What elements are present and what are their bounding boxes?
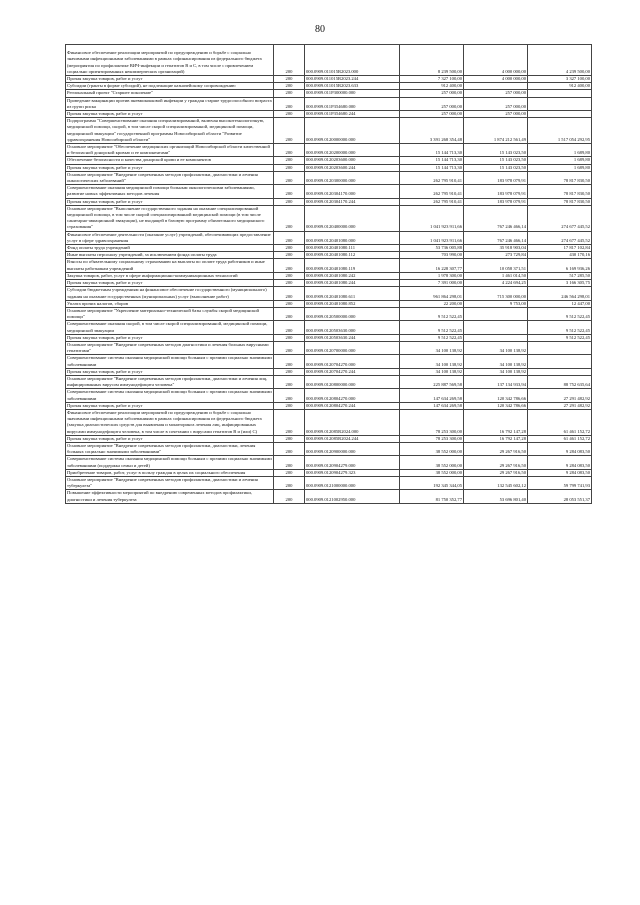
row-value-2-cell: 183 978 079,91 [464,171,528,184]
row-name-cell: Прочая закупка товаров, работ и услуг [66,402,274,409]
table-row [66,476,592,489]
row-value-2-cell: 29 267 916,50 [464,469,528,476]
row-value-3-cell: 78 817 830,50 [528,171,592,184]
row-code-cell: 200 [274,355,305,368]
row-name-cell: Прочая закупка товаров, работ и услуг [66,334,274,341]
row-value-2-cell: 29 267 916,50 [464,442,528,455]
row-name-cell: Основное мероприятие "Внедрение современных методов профилактики, диагностики и лечения лиц, инфицированных вирусом иммунодефицита человека" [66,375,274,388]
row-value-2-cell: 767 246 466,14 [464,205,528,231]
row-value-2-cell [464,334,528,341]
row-value-2-cell: 767 246 466,14 [464,231,528,244]
row-code-cell: 200 [274,442,305,455]
row-kbk-cell: 000.0909.012085R2024.000 [305,409,400,435]
table-row [66,118,592,144]
row-name-cell: Приобретение товаров, работ, услуг в пользу граждан в целях их социального обеспечения [66,469,274,476]
row-value-2-cell: 29 267 916,50 [464,456,528,469]
row-value-2-cell: 34 100 138,92 [464,368,528,375]
row-name-cell: Прочая закупка товаров, работ и услуг [66,164,274,171]
row-kbk-cell: 000.0909.011P354680.000 [305,97,400,110]
row-name-cell: Финансовое обеспечение деятельности (оказание услуг) учреждений, обеспечивающих предоставление услуг в сфере здравоохранения [66,231,274,244]
row-kbk-cell: 000.0909.012085R2024.244 [305,435,400,442]
row-kbk-cell: 000.0909.0120401080.242 [305,272,400,279]
row-value-2-cell: 273 729,84 [464,252,528,259]
row-value-2-cell [464,307,528,320]
row-value-3-cell [528,90,592,97]
row-code-cell: 200 [274,469,305,476]
row-name-cell: Основное мероприятие "Внедрение современных методов профилактики, диагностики, лечения больных социально значимыми заболеваниями" [66,442,274,455]
row-value-2-cell: 16 792 147,28 [464,409,528,435]
row-name-cell: Совершенствование оказания скорой, в том числе скорой специализированной, медицинской помощи, медицинской эвакуации [66,321,274,334]
row-kbk-cell: 000.0909.0120400000.000 [305,205,400,231]
row-kbk-cell: 000.0909.0120704270.000 [305,355,400,368]
row-value-1-cell: 192 345 344,05 [400,476,464,489]
row-value-2-cell: 183 978 079,91 [464,198,528,205]
row-kbk-cell: 000.0909.0120401080.611 [305,287,400,300]
row-kbk-cell: 000.0909.0120503630.000 [305,321,400,334]
row-value-2-cell: 257 000,00 [464,90,528,97]
row-name-cell: Повышение эффективности мероприятий по внедрению современных методов профилактики, диагностики и лечения туберкулеза [66,490,274,503]
row-value-1-cell: 147 634 269,58 [400,389,464,402]
row-code-cell: 200 [274,185,305,198]
row-value-2-cell: 257 000,00 [464,111,528,118]
row-value-2-cell: 9 753,00 [464,300,528,307]
row-kbk-cell: 000.0909.0120203600.000 [305,157,400,164]
row-kbk-cell: 000.0909.0120304170.000 [305,185,400,198]
row-value-2-cell [464,321,528,334]
row-value-2-cell: 34 100 138,92 [464,355,528,368]
row-kbk-cell: 000.0909.0120300000.000 [305,171,400,184]
row-kbk-cell: 000.0909.0120000000.000 [305,118,400,144]
row-value-2-cell: 15 143 023,50 [464,157,528,164]
table-row [66,245,592,252]
row-value-3-cell: 27 291 482,92 [528,402,592,409]
row-value-1-cell: 961 864 298,01 [400,287,464,300]
row-value-2-cell: 53 696 801,40 [464,490,528,503]
row-name-cell: Подпрограмма "Совершенствование оказания специализированной, включая высокотехнологичную, медицинской помощи, скорой, в том числе скорой специализированной, медицинской помощи, медицинской эвакуации" государственной программы Новосибирской области "Развитие здравоохранения Новосибирской области" [66,118,274,144]
row-code-cell: 200 [274,402,305,409]
row-value-3-cell: 78 817 830,50 [528,198,592,205]
row-kbk-cell: 000.0909.0120800000.000 [305,375,400,388]
row-name-cell: Финансовое обеспечение реализации мероприятий по предупреждению и борьбе с социально значимыми инфекционными заболеваниями в рамках софинансирования из федерального бюджета (закупка диагностических средств для выявления и мониторинга лечения лиц, инфицированных вирусами иммунодефицита человека, в том числе в сочетании с вирусами гепатитов В и (или) С) [66,409,274,435]
row-kbk-cell: 000.0909.011P354680.244 [305,111,400,118]
table-row [66,198,592,205]
table-row [66,259,592,272]
row-value-1-cell: 16 228 307,77 [400,259,464,272]
row-kbk-cell: 000.0909.0120304170.244 [305,198,400,205]
table-row [66,287,592,300]
table-row [66,435,592,442]
table-row [66,157,592,164]
table-row [66,321,592,334]
row-value-3-cell: 88 752 635,64 [528,375,592,388]
row-code-cell: 200 [274,272,305,279]
table-row [66,111,592,118]
row-value-2-cell: 15 143 023,50 [464,164,528,171]
table-row [66,171,592,184]
row-name-cell: Региональный проект "Старшее поколение" [66,90,274,97]
row-value-1-cell: 257 000,00 [400,97,464,110]
row-name-cell: Фонд оплаты труда учреждений [66,245,274,252]
row-name-cell: Субсидии бюджетным учреждениям на финансовое обеспечение государственного (муниципального) задания на оказание государственных (муниципальных) услуг (выполнение работ) [66,287,274,300]
row-kbk-cell: 000.0909.0120203600.244 [305,164,400,171]
budget-table-body [66,45,592,504]
row-value-3-cell: 12 447,00 [528,300,592,307]
row-name-cell: Прочая закупка товаров, работ и услуг [66,76,274,83]
table-row [66,90,592,97]
table-row [66,97,592,110]
row-value-1-cell: 912 400,00 [400,83,464,90]
row-name-cell: Проведение вакцинации против пневмококковой инфекции у граждан старше трудоспособного возраста из групп риска [67,97,272,109]
row-value-3-cell: 17 817 102,84 [528,245,592,252]
row-value-3-cell: 9 512 522,45 [528,334,592,341]
row-code-cell: 200 [274,375,305,388]
row-code-cell: 200 [274,435,305,442]
row-code-cell: 200 [274,334,305,341]
row-code-cell: 200 [274,307,305,320]
row-value-1-cell: 147 634 269,58 [400,402,464,409]
row-value-3-cell: 78 817 830,50 [528,185,592,198]
table-row [66,334,592,341]
page-number: 80 [315,24,325,35]
table-row [66,231,592,244]
row-name-cell: Совершенствование системы оказания медицинской помощи больным с прочими социально значимыми заболеваниями [67,389,272,401]
row-kbk-cell: 000.0909.0120503630.244 [305,334,400,341]
row-name-cell: Основное мероприятие "Укрепление материально-технической базы службы скорой медицинской помощи" [66,307,274,320]
row-value-1-cell: 78 253 300,00 [400,435,464,442]
row-kbk-cell: 000.0909.0120200000.000 [305,144,400,157]
row-code-cell: 200 [274,164,305,171]
row-name-cell: Прочая закупка товаров, работ и услуг [66,198,274,205]
row-value-3-cell: 1 689,80 [528,157,592,164]
row-value-3-cell [528,355,592,368]
row-value-1-cell: 703 990,00 [400,252,464,259]
row-value-2-cell: 4 224 694,25 [464,280,528,287]
row-name-cell: Обеспечение безопасности и качества донорской крови и ее компонентов [66,157,274,164]
table-row [66,83,592,90]
row-value-3-cell: 28 053 551,37 [528,490,592,503]
row-value-2-cell: 120 342 786,66 [464,402,528,409]
row-value-3-cell: 27 291 482,92 [528,389,592,402]
row-value-3-cell: 4 239 500,00 [528,45,592,76]
row-kbk-cell: 000.0909.0120401080.000 [305,231,400,244]
row-name-cell: Иные выплаты персоналу учреждений, за исключением фонда оплаты труда [66,252,274,259]
row-value-1-cell: 9 512 522,45 [400,334,464,341]
row-value-2-cell: 183 978 079,91 [464,185,528,198]
table-row [66,490,592,503]
row-name-cell: Совершенствование оказания медицинской помощи больным онкологическими заболеваниями, развитие новых эффективных методов лечения [66,185,274,198]
row-kbk-cell: 000.0909.0120401080.111 [305,245,400,252]
row-kbk-cell: 000.0909.0120904279.000 [305,456,400,469]
row-code-cell: 200 [274,157,305,164]
row-value-1-cell: 38 552 000,00 [400,469,464,476]
row-value-1-cell: 1 978 300,00 [400,272,464,279]
row-value-1-cell: 257 000,00 [400,111,464,118]
row-value-2-cell [464,83,528,90]
row-name-cell: Субсидии (гранты в форме субсидий), не подлежащие казначейскому сопровождению [66,83,274,90]
budget-table [65,44,592,504]
row-kbk-cell: 000.0909.0120804270.244 [305,402,400,409]
row-name-cell: Прочая закупка товаров, работ и услуг [66,368,274,375]
table-row [66,402,592,409]
row-value-1-cell: 262 795 910,41 [400,171,464,184]
table-row [66,272,592,279]
row-value-3-cell: 9 512 522,45 [528,321,592,334]
row-kbk-cell: 000.0909.0120401080.112 [305,252,400,259]
row-value-3-cell: 517 285,50 [528,272,592,279]
row-name-cell: Основное мероприятие "Обеспечение медицинских организаций Новосибирской области качественной и безопасной донорской кровью и ее компонентами" [66,144,274,157]
row-code-cell: 200 [274,368,305,375]
row-value-1-cell: 22 200,00 [400,300,464,307]
table-row [66,144,592,157]
row-name-cell: Основное мероприятие "Внедрение современных методов профилактики, диагностики и лечения онкологических заболеваний" [66,171,274,184]
row-kbk-cell: 000.0909.0120700000.000 [305,341,400,354]
row-value-2-cell: 715 300 000,00 [464,287,528,300]
row-code-cell: 200 [274,118,305,144]
row-code-cell: 200 [274,83,305,90]
row-kbk-cell: 000.0909.0120904279.323 [305,469,400,476]
row-value-1-cell: 38 552 000,00 [400,456,464,469]
row-value-2-cell: 10 058 371,51 [464,259,528,272]
row-value-2-cell: 1 874 212 561,49 [464,118,528,144]
row-kbk-cell: 000.0909.0120401080.119 [305,259,400,272]
row-value-2-cell: 34 100 138,92 [464,341,528,354]
row-name-cell: Основное мероприятие "Выполнение государственного задания на оказание специализированной медицинской помощи, в том числе скорой специализированной медицинской помощи (в том числе санитарно-авиационной эвакуации), не входящей в базовую программу обязательного медицинского страхования" [66,205,274,231]
row-kbk-cell: 000.0909.0121000000.000 [305,476,400,489]
row-value-1-cell: 3 391 268 354,48 [400,118,464,144]
row-value-1-cell: 1 041 923 911,66 [400,231,464,244]
table-row [66,300,592,307]
row-kbk-cell: 000.0909.0120900000.000 [305,442,400,455]
table-row [66,341,592,354]
row-code-cell: 200 [274,245,305,252]
row-value-3-cell: 246 564 298,01 [528,287,592,300]
row-code-cell: 200 [274,490,305,503]
row-name-cell: Уплата прочих налогов, сборов [66,300,274,307]
row-kbk-cell: 000.0909.0121002950.000 [305,490,400,503]
row-value-3-cell: 61 461 152,72 [528,409,592,435]
row-code-cell: 200 [274,287,305,300]
row-value-3-cell: 9 284 083,50 [528,456,592,469]
row-code-cell: 200 [274,198,305,205]
row-value-3-cell: 430 170,16 [528,252,592,259]
row-value-3-cell: 274 677 445,52 [528,231,592,244]
row-code-cell: 200 [274,389,305,402]
row-code-cell: 200 [274,90,305,97]
table-row [66,185,592,198]
row-kbk-cell: 000.0909.011015R2023.000 [305,45,400,76]
row-code-cell: 200 [274,409,305,435]
row-kbk-cell: 000.0909.0120804270.000 [305,389,400,402]
row-name-cell: Основное мероприятие "Внедрение современных методов диагностики и лечения больных вирусными гепатитами" [66,341,274,354]
row-value-1-cell: 262 795 910,41 [400,185,464,198]
row-kbk-cell: 000.0909.011015R2023.244 [305,76,400,83]
table-row [66,252,592,259]
row-kbk-cell: 000.0909.011015R2023.633 [305,83,400,90]
table-row [66,76,592,83]
row-value-3-cell: 3 327 100,00 [528,76,592,83]
row-code-cell: 200 [274,45,305,76]
row-name-cell: Финансовое обеспечение реализации мероприятий по предупреждению и борьбе с социально значимыми инфекционными заболеваниями в рамках софинансирования из федерального бюджета (мероприятия по профилактике ВИЧ-инфекции и гепатитов В и С, в том числе с привлечением социально ориентированных некоммерческих организаций) [66,45,274,76]
row-value-2-cell: 35 918 903,04 [464,245,528,252]
row-value-1-cell: 53 736 005,88 [400,245,464,252]
row-value-1-cell: 1 041 923 911,66 [400,205,464,231]
row-value-3-cell: 3 166 305,75 [528,280,592,287]
row-value-1-cell: 15 144 713,30 [400,144,464,157]
table-row [66,442,592,455]
table-row [66,469,592,476]
row-value-3-cell [528,111,592,118]
row-value-1-cell: 257 000,00 [400,90,464,97]
row-value-1-cell: 7 327 100,00 [400,76,464,83]
row-code-cell: 200 [274,76,305,83]
row-name-cell: Прочая закупка товаров, работ и услуг [66,435,274,442]
row-kbk-cell: 000.0909.0120401080.852 [305,300,400,307]
row-value-3-cell: 912 400,00 [528,83,592,90]
row-value-1-cell: 9 512 522,45 [400,307,464,320]
row-value-3-cell: 9 512 522,45 [528,307,592,320]
table-row [66,389,592,402]
table-row [66,375,592,388]
table-row [66,368,592,375]
row-code-cell: 200 [274,259,305,272]
row-code-cell: 200 [274,456,305,469]
row-value-3-cell [528,341,592,354]
row-value-1-cell: 38 552 000,00 [400,442,464,455]
row-value-2-cell: 16 792 147,28 [464,435,528,442]
row-kbk-cell: 000.0909.0120401080.244 [305,280,400,287]
row-value-3-cell: 9 284 083,50 [528,469,592,476]
row-code-cell: 200 [274,321,305,334]
row-name-cell: Прочая закупка товаров, работ и услуг [66,111,274,118]
row-code-cell: 200 [274,341,305,354]
row-value-2-cell: 137 134 933,94 [464,375,528,388]
row-value-1-cell: 34 100 138,92 [400,368,464,375]
row-value-1-cell: 8 239 500,00 [400,45,464,76]
row-code-cell: 200 [274,171,305,184]
table-row [66,45,592,76]
row-value-1-cell: 225 887 569,58 [400,375,464,388]
row-value-3-cell: 6 169 936,26 [528,259,592,272]
row-value-1-cell: 34 100 138,92 [400,355,464,368]
row-value-3-cell: 9 284 083,50 [528,442,592,455]
row-value-1-cell: 78 253 300,00 [400,409,464,435]
row-value-3-cell: 61 461 152,72 [528,435,592,442]
row-value-3-cell: 1 517 054 292,95 [528,118,592,144]
row-value-1-cell: 15 144 713,30 [400,164,464,171]
row-value-3-cell: 59 799 741,93 [528,476,592,489]
row-value-3-cell [528,368,592,375]
row-code-cell: 200 [274,476,305,489]
row-value-2-cell: 132 545 602,12 [464,476,528,489]
table-row [66,164,592,171]
row-code-cell: 200 [274,231,305,244]
row-name-cell: Прочая закупка товаров, работ и услуг [66,280,274,287]
row-kbk-cell: 000.0909.0120704270.244 [305,368,400,375]
table-row [66,456,592,469]
row-value-3-cell: 1 689,80 [528,144,592,157]
row-code-cell: 200 [274,111,305,118]
row-value-1-cell: 9 512 522,45 [400,321,464,334]
row-value-3-cell: 274 677 445,52 [528,205,592,231]
table-row [66,409,592,435]
row-kbk-cell: 000.0909.011P300000.000 [305,90,400,97]
row-code-cell: 200 [274,280,305,287]
table-row [66,307,592,320]
row-value-2-cell: 257 000,00 [464,97,528,110]
row-value-2-cell: 15 143 023,50 [464,144,528,157]
row-name-cell: Совершенствование системы оказания медицинской помощи больным с прочими социально значимыми заболеваниями [67,355,272,367]
row-value-2-cell: 4 000 000,00 [464,76,528,83]
row-value-2-cell: 1 461 014,50 [464,272,528,279]
table-row [66,205,592,231]
row-kbk-cell: 000.0909.0120500000.000 [305,307,400,320]
row-code-cell: 200 [274,205,305,231]
row-name-cell: Взносы по обязательному социальному страхованию на выплаты по оплате труда работников и иные выплаты работникам учреждений [66,259,274,272]
row-code-cell: 200 [274,144,305,157]
row-value-3-cell: 1 689,80 [528,164,592,171]
row-value-2-cell: 120 342 786,66 [464,389,528,402]
table-row [66,280,592,287]
row-code-cell: 200 [274,300,305,307]
row-value-1-cell: 15 144 713,30 [400,157,464,164]
row-value-3-cell [528,97,592,110]
row-value-1-cell: 7 391 000,00 [400,280,464,287]
row-name-cell: Закупка товаров, работ, услуг в сфере информационно-коммуникационных технологий [66,272,274,279]
table-row [66,355,592,368]
row-code-cell: 200 [274,252,305,259]
row-value-2-cell: 4 000 000,00 [464,45,528,76]
row-code-cell: 200 [274,97,305,110]
row-value-1-cell: 262 795 910,41 [400,198,464,205]
row-value-1-cell: 34 100 138,92 [400,341,464,354]
row-value-1-cell: 81 750 352,77 [400,490,464,503]
row-name-cell: Основное мероприятие "Внедрение современных методов профилактики, диагностики и лечения туберкулеза" [66,476,274,489]
row-name-cell: Совершенствование системы оказания медицинской помощи больным с прочими социально значимыми заболеваниями (поддержка семьи и детей) [67,456,272,468]
